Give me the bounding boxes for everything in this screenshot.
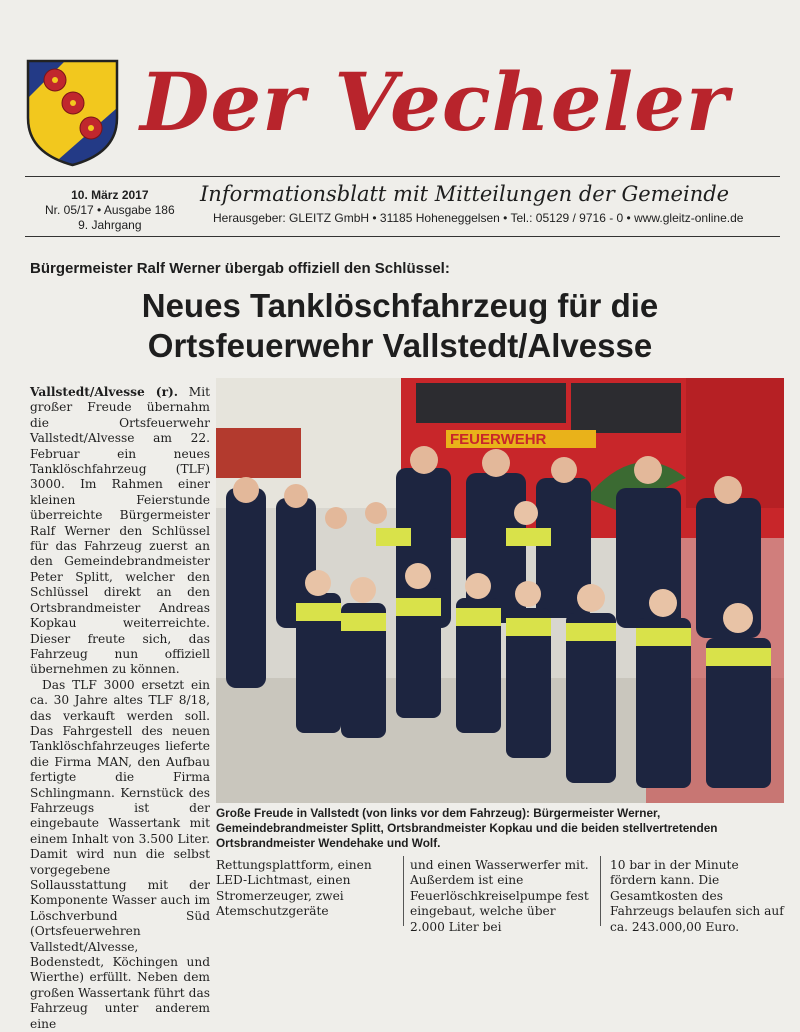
photo-caption: Große Freude in Vallstedt (von links vor dem Fahrzeug): Bürgermeister Werner, Gemeindebrandmeister Splitt, Ortsbrandmeister Kopkau und die beiden stellvertretenden Ortsbrandmeister Wendehake und Wolf. <box>216 806 718 850</box>
column-divider <box>600 856 601 926</box>
article-paragraph-2: Das TLF 3000 ersetzt ein ca. 30 Jahre altes TLF 8/18, das verkauft werden soll. Das Fahrgestell des neuen Tanklöschfahrzeuges lieferte die Firma MAN, den Aufbau fertigte die Firma Schlingmann. Kernstück des Fahrzeugs ist der eingebaute Wassertank mit einem Inhalt von 3.500 Liter. Damit wird nun die selbst vorgegebene Sollausstattung mit der Komponente Wasser auch im Löschverbund Süd (Ortsfeuerwehren Vallstedt/Alvesse, Bodenstedt, Köchingen und Wierthe) erfüllt. Neben dem großen Wassertank führt das Fahrzeug unter anderem eine <box>30 677 210 1031</box>
article-column-4: 10 bar in der Minute fördern kann. Die Gesamtkosten des Fahrzeugs belaufen sich auf ca. 243.000,00 Euro. <box>610 858 784 934</box>
headline-line-1: Neues Tanklöschfahrzeug für die <box>141 287 659 324</box>
article-headline <box>30 286 770 366</box>
article-column-1 <box>30 385 210 1032</box>
article-column-2: Rettungsplattform, einen LED-Lichtmast, einen Stromerzeuger, zwei Atemschutzgeräte <box>216 858 372 919</box>
masthead-rule-bottom <box>25 236 780 237</box>
coat-of-arms-icon <box>25 58 120 168</box>
issue-date: 10. März 2017 <box>71 188 149 202</box>
article-paragraph-1: Mit großer Freude übernahm die Ortsfeuerwehr Vallstedt/Alvesse am 22. Februar ein neues Tanklöschfahrzeug (TLF) 3000. Im Rahmen einer kleinen Feierstunde überreichte Bürgermeister Ralf Werner den Schlüssel für das Fahrzeug zuerst an den Gemeindebrandmeister Peter Splitt, welcher den Schlüssel direkt an den Ortsbrandmeister Andreas Kopkau weiterreichte. Dieser freute sich, das Fahrzeug nun offiziell übernehmen zu können. <box>30 385 210 677</box>
publisher-line: Herausgeber: GLEITZ GmbH • 31185 Hoheneggelsen • Tel.: 05129 / 9716 - 0 • www.gleitz-online.de <box>213 211 744 225</box>
article-kicker: Bürgermeister Ralf Werner übergab offiziell den Schlüssel: <box>30 260 450 277</box>
headline-line-2: Ortsfeuerwehr Vallstedt/Alvesse <box>147 327 653 364</box>
truck-lettering: FEUERWEHR <box>450 431 547 448</box>
issue-number: Nr. 05/17 • Ausgabe 186 <box>45 203 175 217</box>
newspaper-subtitle: Informationsblatt mit Mitteilungen der Gemeinde <box>200 182 730 206</box>
issue-info <box>45 188 175 233</box>
article-column-3: und einen Wasserwerfer mit. Außerdem ist eine Feuerlöschkreiselpumpe fest eingebaut, welche über 2.000 Liter bei <box>410 858 589 934</box>
column-divider <box>403 856 404 926</box>
masthead-title: Der Vecheler <box>140 55 730 149</box>
article-lead: Vallstedt/Alvesse (r). <box>30 385 179 399</box>
article-photo <box>216 378 784 803</box>
masthead-rule-top <box>25 176 780 177</box>
issue-year: 9. Jahrgang <box>78 218 142 232</box>
